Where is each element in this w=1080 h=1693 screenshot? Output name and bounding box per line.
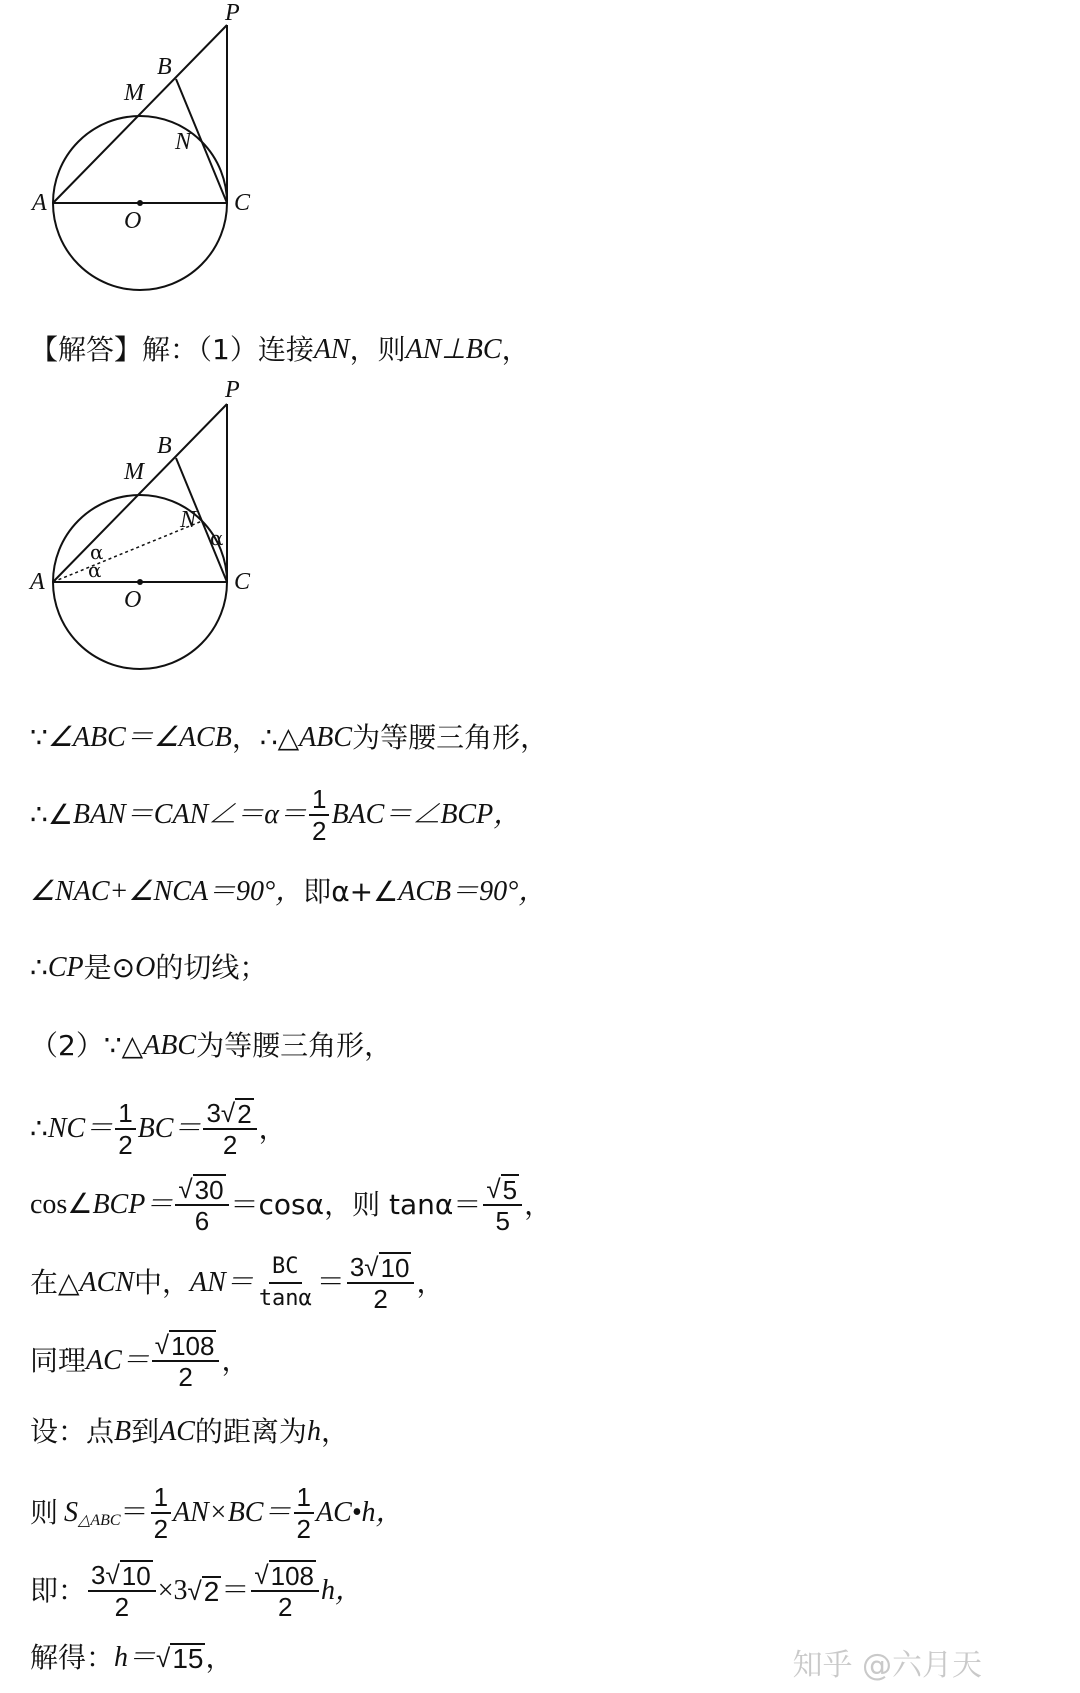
geometry-figure-1 xyxy=(20,0,310,300)
center-dot xyxy=(137,200,143,206)
fraction: $\frac{1}{2}$ xyxy=(309,784,329,846)
label-b: B xyxy=(157,433,172,459)
label-c: C xyxy=(234,569,251,595)
solution-line-8: cos∠ BCP＝ √ 30 6 ＝cosα，则 tanα＝ √ 5 5 ， xyxy=(30,1174,553,1236)
label-a: A xyxy=(30,569,45,595)
solution-line-13: 即： 3 √ 10 2 ×3 √ 2 ＝ √ 108 2 h， xyxy=(30,1560,364,1622)
label-n: N xyxy=(175,129,192,155)
fraction: √ 108 2 xyxy=(251,1560,319,1622)
geometry-figure-2 xyxy=(20,375,310,675)
label-p: P xyxy=(225,0,240,26)
label-b: B xyxy=(157,54,172,80)
fraction: $\frac{1}{2}$ xyxy=(294,1482,314,1544)
fraction: 3 √ 2 2 xyxy=(203,1098,256,1160)
fraction: √ 108 2 xyxy=(152,1330,220,1392)
label-a: A xyxy=(32,190,47,216)
solution-line-7: ∴ NC＝ $\frac{1}{2}$ BC＝ 3 √ 2 2 ， xyxy=(30,1098,287,1160)
fraction: $\frac{BC}{\tan\alpha}$ xyxy=(258,1254,312,1311)
center-dot xyxy=(137,579,143,585)
label-m: M xyxy=(124,459,144,485)
label-alpha-1: α xyxy=(90,540,104,564)
solution-line-3: ∴∠ BAN＝CAN∠＝α＝ $\frac{1}{2}$ BAC＝∠BCP， xyxy=(30,784,522,846)
watermark: 知乎 @六月天 xyxy=(792,1648,982,1683)
label-alpha-2: α xyxy=(88,558,102,582)
label-o: O xyxy=(124,587,142,613)
label-c: C xyxy=(234,190,251,216)
label-p: P xyxy=(225,377,240,403)
label-o: O xyxy=(124,208,142,234)
fraction: √ 30 6 xyxy=(175,1174,228,1236)
solution-line-14: 解得： h＝ √ 15 ， xyxy=(30,1641,234,1674)
solution-line-11: 设：点 B 到 AC 的距离为 h ， xyxy=(30,1415,349,1448)
segment-ap xyxy=(53,404,227,582)
solution-line-12: 则 S △ABC ＝ $\frac{1}{2}$ AN×BC＝ $\frac{1}{2}$ AC•h， xyxy=(30,1482,404,1544)
fraction: 3 √ 10 2 xyxy=(347,1252,415,1314)
label-alpha-3: α xyxy=(210,526,224,550)
solution-header: 【解答】解：（1）连接 AN ，则 AN⊥BC ， xyxy=(30,333,530,366)
segment-ap xyxy=(53,25,227,203)
solution-line-10: 同理 AC＝ √ 108 2 ， xyxy=(30,1330,250,1392)
fraction: 3 √ 10 2 xyxy=(88,1560,156,1622)
solution-line-5: ∴ CP 是⊙ O 的切线； xyxy=(30,951,268,984)
solution-line-9: 在△ ACN 中， AN＝ $\frac{BC}{\tan\alpha}$ ＝ 3 √ 10 2 ， xyxy=(30,1252,445,1314)
solution-line-4: ∠NAC+∠NCA＝90°， 即α+∠ ACB＝90°， xyxy=(30,875,547,908)
fraction: $\frac{1}{2}$ xyxy=(115,1098,135,1160)
fraction: $\frac{1}{2}$ xyxy=(151,1482,171,1544)
fraction: √ 5 5 xyxy=(483,1174,522,1236)
label-m: M xyxy=(124,80,144,106)
solution-line-2: ∵ ∠ABC＝∠ACB ，∴△ ABC 为等腰三角形， xyxy=(30,721,549,754)
solution-line-6: （2）∵△ ABC 为等腰三角形， xyxy=(30,1029,393,1062)
label-n: N xyxy=(180,507,197,533)
